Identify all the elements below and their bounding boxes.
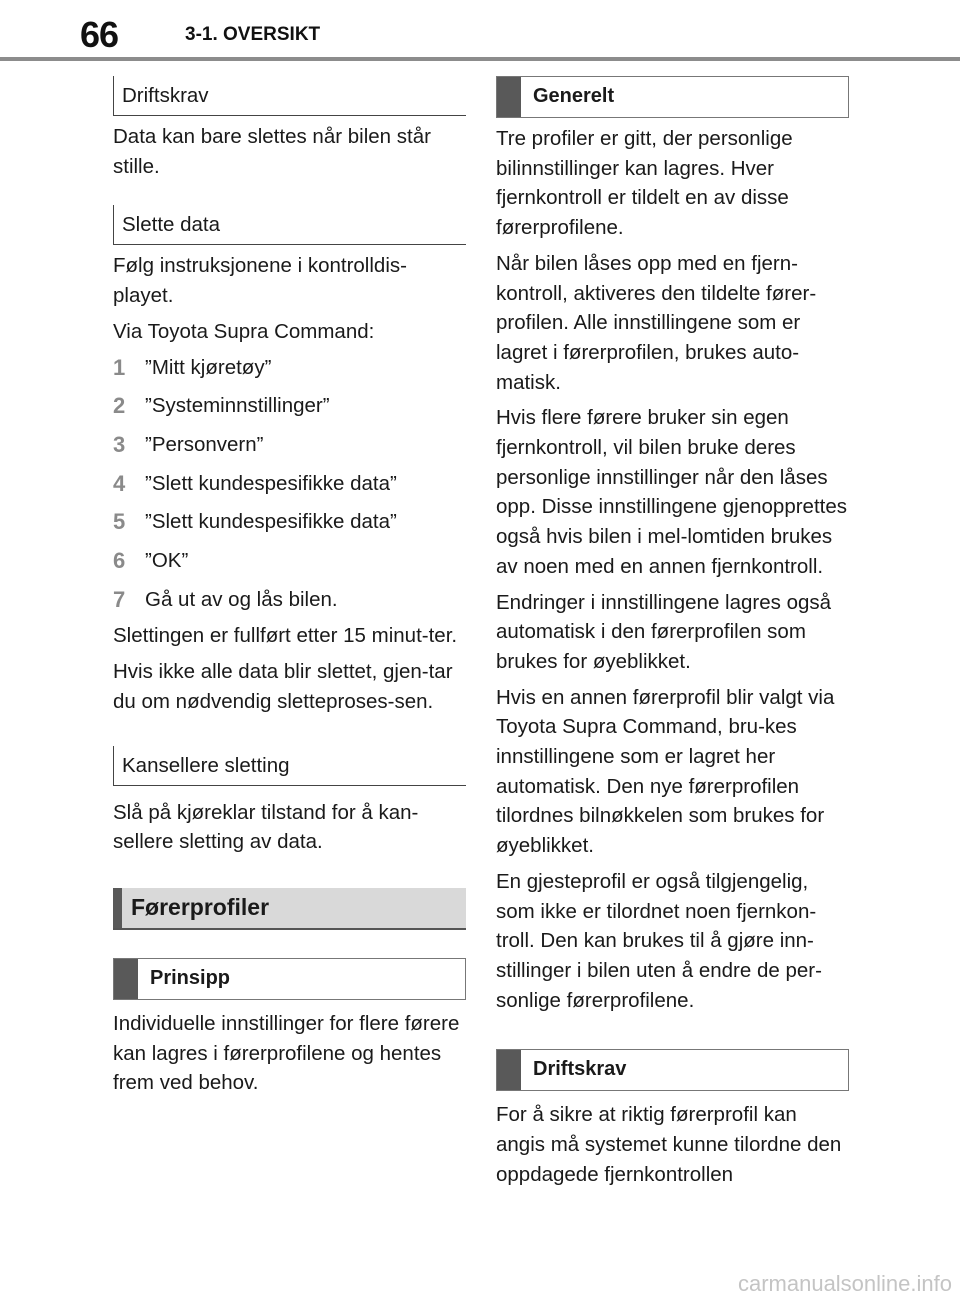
list-item xyxy=(113,546,466,576)
generelt-paragraph-1: Tre profiler er gitt, der personlige bilinnstillinger kan lagres. Hver fjernkontroll er tildelt en av disse førerprofilene. xyxy=(496,127,793,240)
box-title: Driftskrav xyxy=(533,1058,627,1081)
list-item xyxy=(113,585,466,615)
step-text: ”OK” xyxy=(145,549,189,573)
generelt-paragraph-6: En gjesteprofil er også tilgjengelig, som ikke er tilordnet noen fjernkon-troll. Den kan brukes til å gjøre inn-stillinger i bilen uten å endre de per-sonlige førerprofilene. xyxy=(496,869,822,1012)
generelt-paragraph-2: Når bilen låses opp med en fjern-kontroll, aktiveres den tildelte fører-profilen. Alle innstillingene som er lagret i førerprofilen, brukes auto-matisk. xyxy=(496,251,817,394)
step-text: ”Mitt kjøretøy” xyxy=(145,355,272,379)
right-column xyxy=(496,76,849,1190)
hvis-paragraph: Hvis ikke alle data blir slettet, gjen-tar du om nødvendig sletteproses-sen. xyxy=(113,660,453,713)
page-number: 66 xyxy=(80,14,119,55)
list-item xyxy=(113,391,466,421)
generelt-paragraph-5: Hvis en annen førerprofil blir valgt via Toyota Supra Command, bru-kes innstillingene som er lagret her automatisk. Den nye førerprofilen tilordnes bilnøkkelen som brukes for øyeblikket. xyxy=(496,685,835,858)
section-heading-forerprofiler xyxy=(113,888,466,930)
sletting-paragraph: Slettingen er fullført etter 15 minut-ter. xyxy=(113,624,458,648)
via-paragraph: Via Toyota Supra Command: xyxy=(113,319,375,343)
list-item xyxy=(113,430,466,460)
box-heading-driftskrav xyxy=(496,1049,849,1091)
box-title: Generelt xyxy=(533,85,615,107)
slette-paragraph: Følg instruksjonene i kontrolldis-playet. xyxy=(113,254,407,308)
watermark: carmanualsonline.info xyxy=(737,1271,952,1296)
driftskrav-paragraph: Data kan bare slettes når bilen står stille. xyxy=(113,125,431,178)
step-text: ”Personvern” xyxy=(145,432,264,456)
kansellere-paragraph: Slå på kjøreklar tilstand for å kan-sellere sletting av data. xyxy=(113,800,419,854)
generelt-paragraph-4: Endringer i innstillingene lagres også automatisk i den førerprofilen som brukes for øyeblikket. xyxy=(496,590,832,673)
step-number: 6 xyxy=(113,548,126,574)
heading-bar xyxy=(497,77,521,117)
step-text: ”Slett kundespesifikke data” xyxy=(145,510,397,534)
heading-bar xyxy=(497,1050,521,1090)
box-heading-generelt xyxy=(496,76,849,118)
step-number: 7 xyxy=(113,586,126,612)
step-text: ”Systeminnstillinger” xyxy=(145,394,330,418)
left-column xyxy=(113,76,466,1098)
page-header xyxy=(0,0,960,62)
step-number: 1 xyxy=(113,354,126,380)
list-item xyxy=(113,353,466,383)
header-rule xyxy=(0,57,960,61)
prinsipp-paragraph: Individuelle innstillinger for flere førere kan lagres i førerprofilene og hentes frem ved behov. xyxy=(113,1011,460,1095)
list-item xyxy=(113,469,466,499)
driftskrav-right-paragraph: For å sikre at riktig førerprofil kan angis må systemet kunne tilordne den oppdagede fjernkontrollen xyxy=(496,1103,842,1186)
heading-bar xyxy=(114,959,138,999)
step-number: 4 xyxy=(113,470,126,496)
step-list xyxy=(113,353,466,615)
step-text: ”Slett kundespesifikke data” xyxy=(145,471,397,495)
step-number: 2 xyxy=(113,393,126,419)
step-number: 3 xyxy=(113,431,126,457)
generelt-paragraph-3: Hvis flere førere bruker sin egen fjernkontroll, vil bilen bruke deres personlige innstillinger når den låses opp. Disse innstillingene gjenopprettes også hvis bilen i mel-lomtiden brukes av noen med en annen fjernkontroll. xyxy=(496,406,848,578)
subheading-driftskrav: Driftskrav xyxy=(113,76,466,116)
step-text: Gå ut av og lås bilen. xyxy=(145,587,338,611)
subheading-slette-data: Slette data xyxy=(113,205,466,245)
box-title: Prinsipp xyxy=(150,966,231,989)
heading-bar xyxy=(113,888,122,928)
chapter-title: 3-1. OVERSIKT xyxy=(185,24,321,45)
section-title: Førerprofiler xyxy=(131,893,270,920)
subheading-kansellere: Kansellere sletting xyxy=(113,746,466,786)
list-item xyxy=(113,507,466,537)
step-number: 5 xyxy=(113,509,126,535)
box-heading-prinsipp xyxy=(113,958,466,1000)
